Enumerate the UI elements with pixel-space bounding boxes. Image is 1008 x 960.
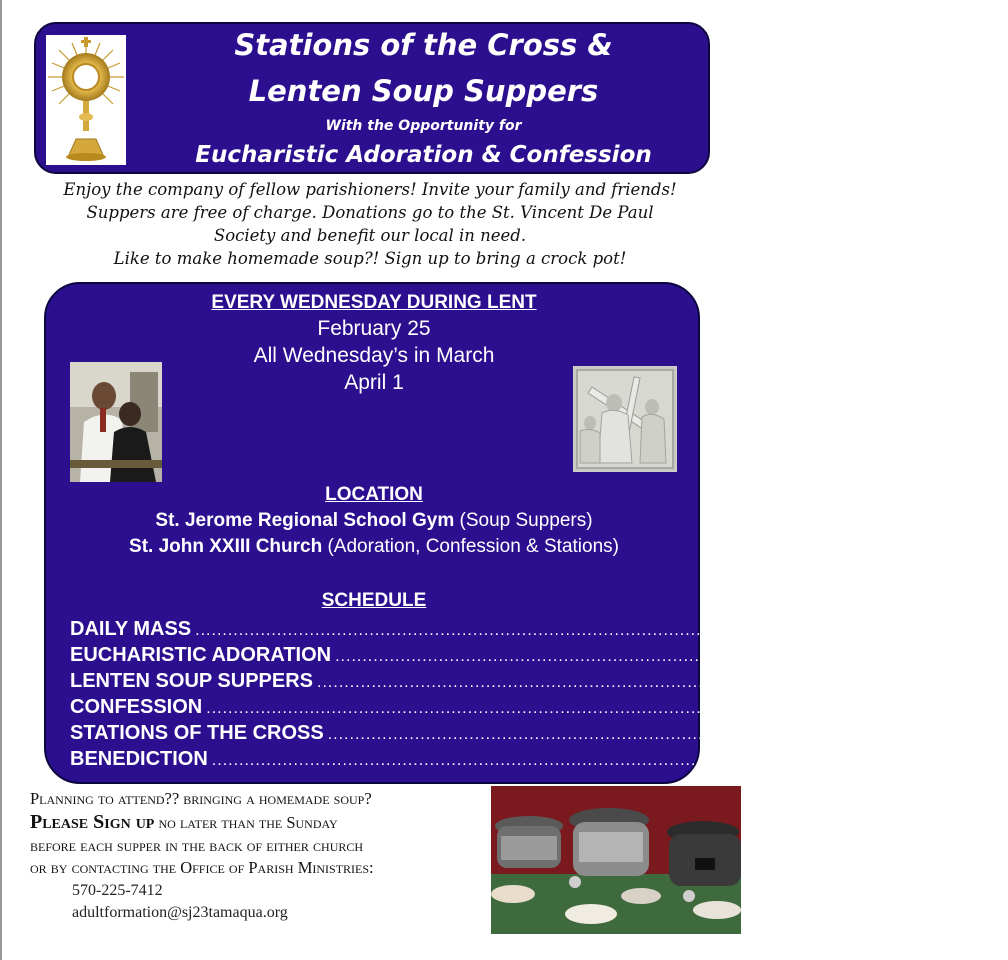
event-details-box [44,282,1008,784]
signup-line-1: Planning to attend?? bringing a homemade soup? [30,789,372,808]
dot-leader: .............................................................................................. [206,700,719,717]
date-line: February 25 [317,317,431,340]
title-line-3: Eucharistic Adoration & Confession [195,142,652,168]
monstrance-icon [46,35,126,165]
crock-pots-photo [491,786,741,934]
subtitle: With the Opportunity for [325,118,522,134]
date-line: April 1 [344,371,404,394]
stations-of-cross-relief [573,366,677,472]
signup-text [30,788,490,879]
schedule-row [70,722,916,748]
schedule-row [70,696,852,722]
schedule-item-time: 6:00 - 7:00 pm [832,670,962,692]
date-line: All Wednesday’s in March [253,344,495,367]
location-2-detail: (Adoration, Confession & Stations) [327,536,619,557]
signup-emphasis: Please Sign up [30,811,155,833]
confession-photo [70,362,162,482]
schedule-item-name: LENTEN SOUP SUPPERS [70,670,314,692]
schedule-item-name: BENEDICTION [70,748,208,770]
schedule-row [70,618,784,644]
signup-line-2 [30,810,490,835]
title-line-2: Lenten Soup Suppers [248,74,599,108]
intro-text [20,178,720,270]
dot-leader: .............................................................................................. [211,752,724,769]
signup-line-2-rest: no later than the Sunday [158,813,338,832]
intro-line-4: Like to make homemade soup?! Sign up to bring a crock pot! [113,249,627,268]
schedule-item-time: 9:00 am [711,618,784,640]
intro-line-1: Enjoy the company of fellow parishioners! Invite your family and friends! [63,180,677,199]
intro-line-2: Suppers are free of charge. Donations go to the St. Vincent De Paul [86,203,654,222]
signup-line-4: or by contacting the Office of Parish Ministries: [30,858,374,877]
location-line-2 [46,536,702,558]
schedule-item-name: CONFESSION [70,696,203,718]
location-1-detail: (Soup Suppers) [459,510,593,531]
dot-leader: .............................................................................................. [195,622,708,639]
location-heading: LOCATION [325,484,423,505]
schedule-row [70,748,800,774]
schedule-item-time: 6:00 - 7:00 pm [722,696,852,718]
dot-leader: .............................................................................................. [327,726,840,743]
header-banner [34,22,710,174]
location-2-name: St. John XXIII Church [129,536,323,557]
schedule-heading: SCHEDULE [321,590,427,611]
when-heading: EVERY WEDNESDAY DURING LENT [211,292,537,313]
dot-leader: .............................................................................................. [335,648,847,665]
dot-leader: .............................................................................................. [317,674,829,691]
contact-email[interactable]: adultformation@sj23tamaqua.org [72,904,288,921]
title-line-1: Stations of the Cross & [234,28,613,62]
schedule-item-time: 9:30am - 7:00 pm [850,644,1008,666]
schedule-item-time: 7:45 pm [727,748,800,770]
schedule-row [70,670,962,696]
schedule-row [70,644,1008,670]
schedule-item-time: 7:15 pm [843,722,916,744]
schedule-item-name: DAILY MASS [70,618,192,640]
contact-phone[interactable]: 570-225-7412 [72,882,163,899]
schedule-item-name: EUCHARISTIC ADORATION [70,644,332,666]
intro-line-3: Society and benefit our local in need. [213,226,527,245]
signup-line-3: before each supper in the back of either church [30,836,364,855]
location-line-1 [46,510,702,532]
schedule-item-name: STATIONS OF THE CROSS [70,722,324,744]
location-1-name: St. Jerome Regional School Gym [155,510,455,531]
